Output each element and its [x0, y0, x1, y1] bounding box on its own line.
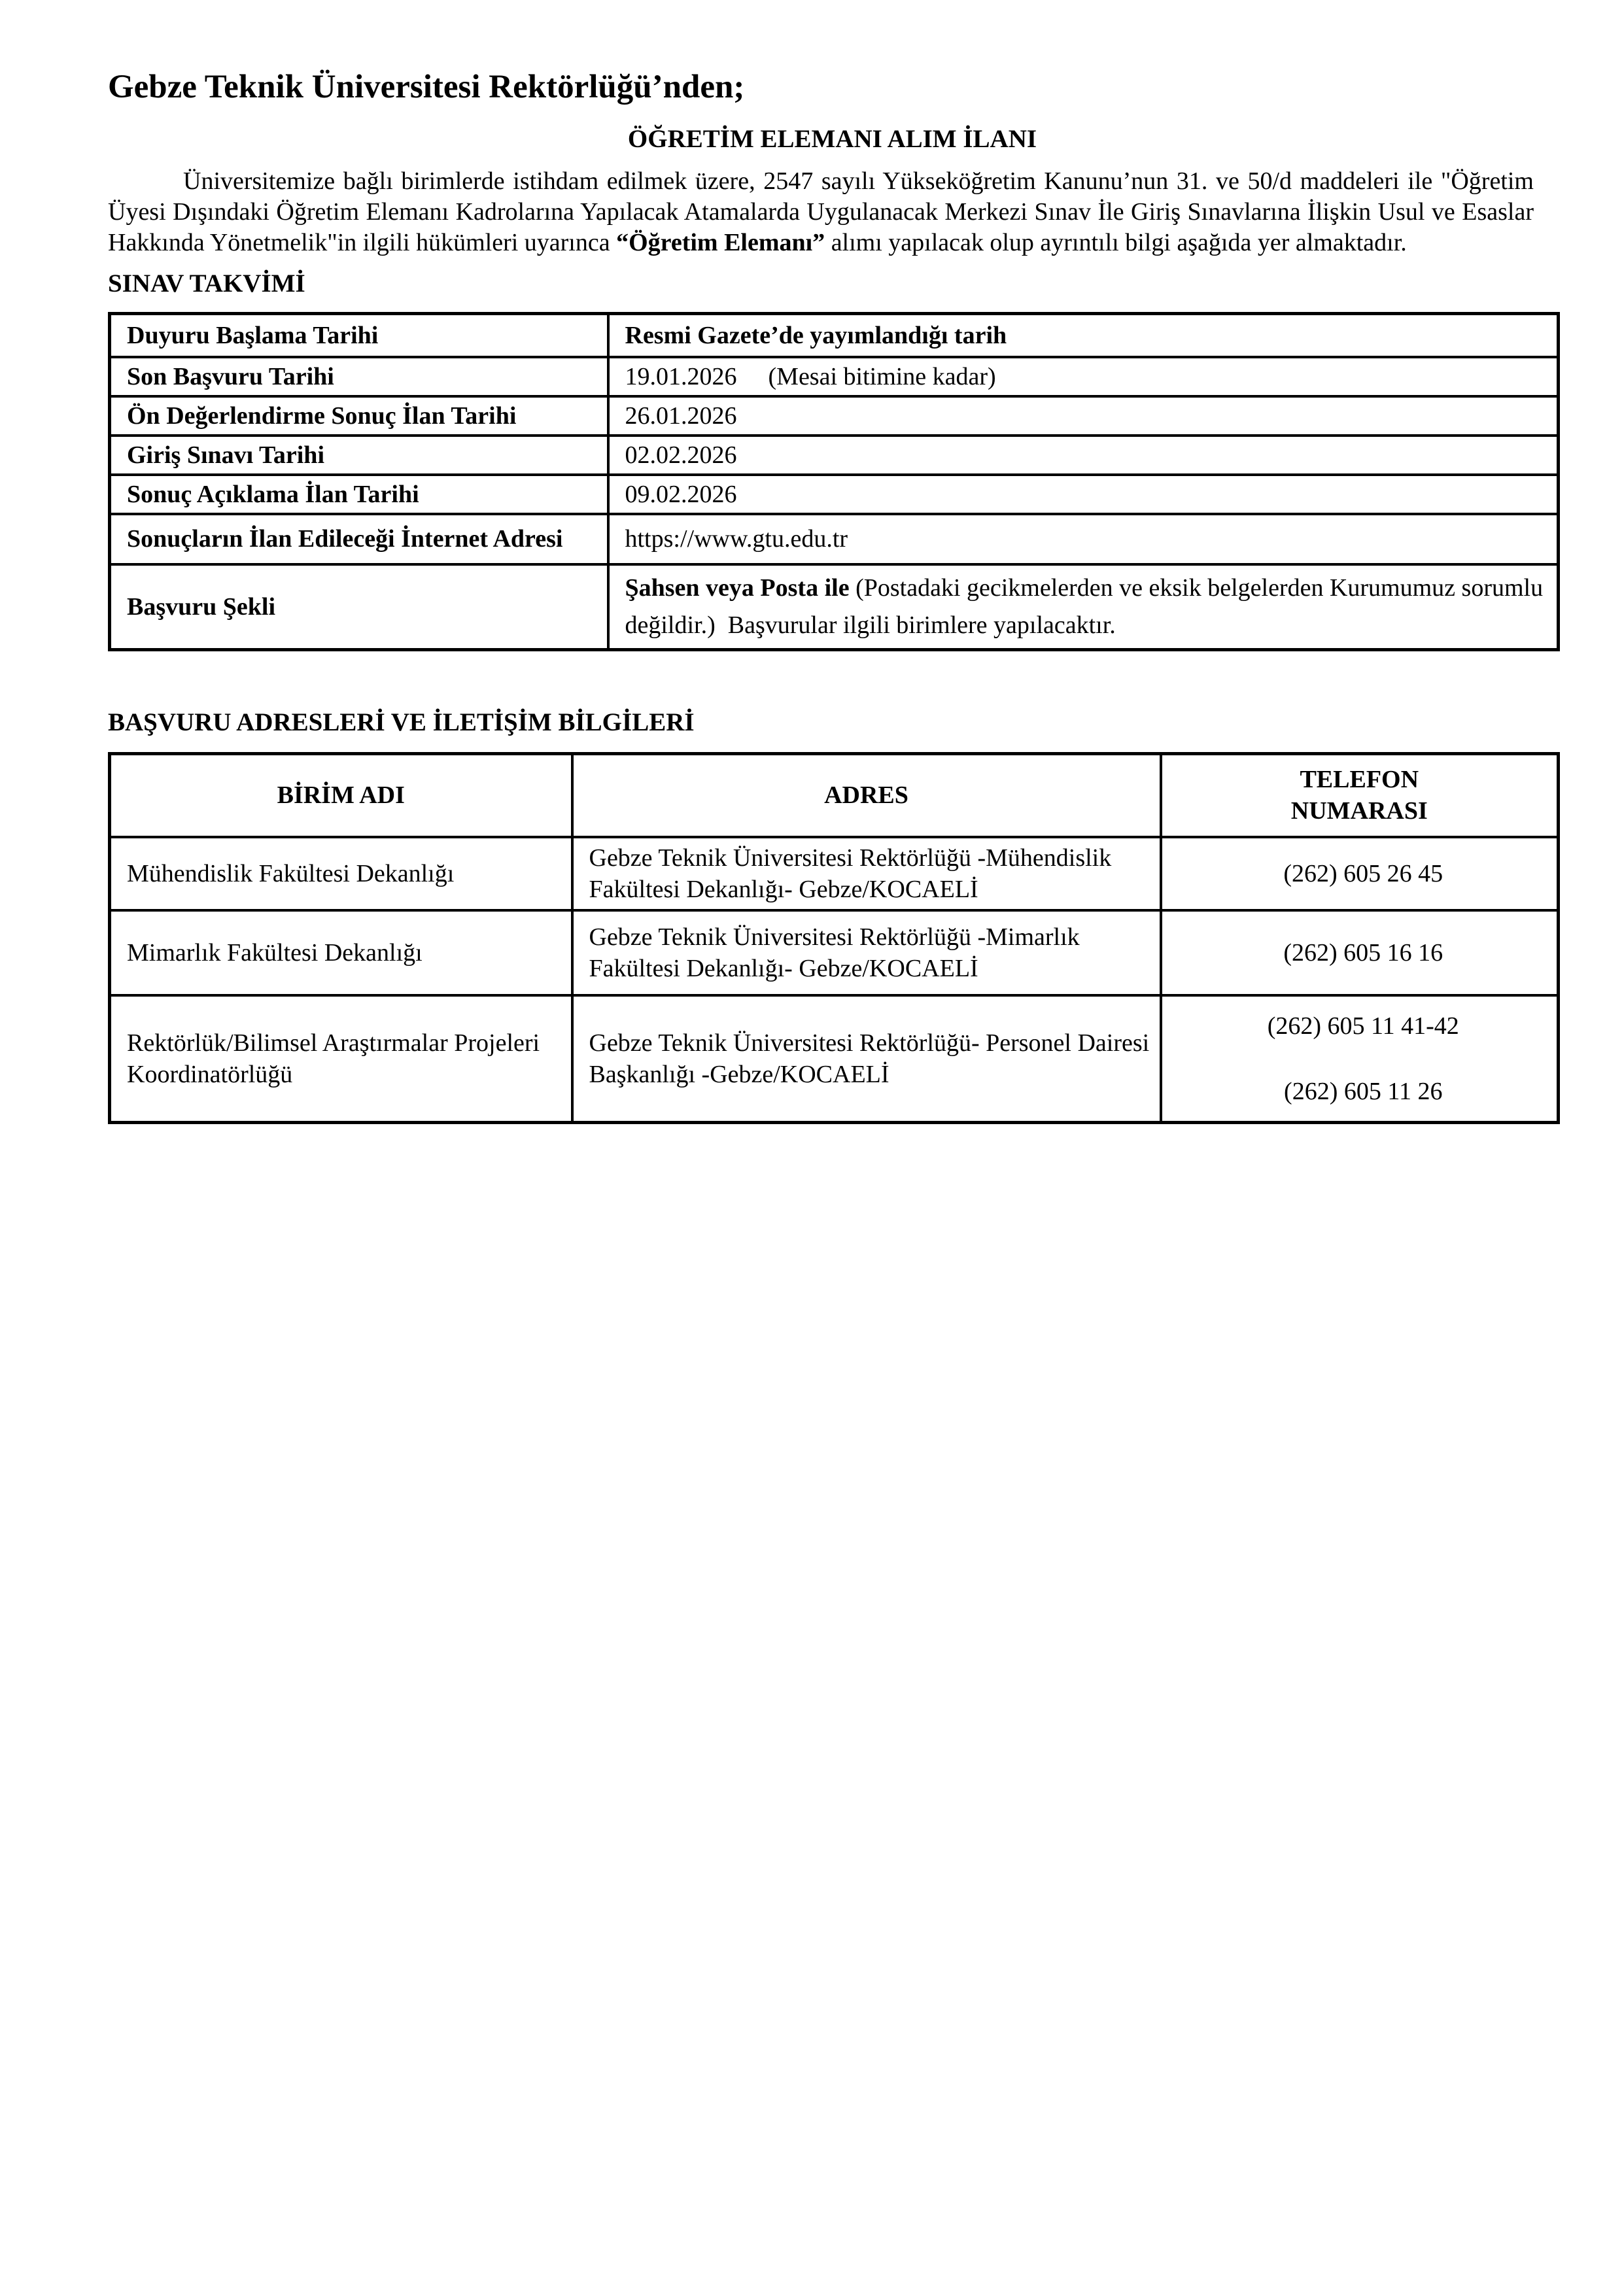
- intro-text-after: alımı yapılacak olup ayrıntılı bilgi aşağıda yer almaktadır.: [825, 229, 1407, 256]
- table-row: [110, 837, 1559, 910]
- exam-schedule-heading: SINAV TAKVİMİ: [108, 269, 305, 298]
- table-row: [110, 995, 1559, 1122]
- address-cell: Gebze Teknik Üniversitesi Rektörlüğü -Mimarlık Fakültesi Dekanlığı- Gebze/KOCAELİ: [572, 910, 1161, 995]
- schedule-value-cell: [608, 357, 1559, 396]
- schedule-label-cell: Duyuru Başlama Tarihi: [110, 314, 608, 357]
- unit-name-header: BİRİM ADI: [110, 753, 572, 837]
- schedule-value-cell: [608, 396, 1559, 436]
- schedule-value-cell: [608, 475, 1559, 514]
- schedule-value: Resmi Gazete’de yayımlandığı tarih: [625, 321, 1007, 349]
- table-row: [110, 564, 1559, 650]
- table-row: [110, 357, 1559, 396]
- schedule-value-cell: [608, 564, 1559, 650]
- phone-cell: (262) 605 26 45: [1161, 837, 1559, 910]
- table-row: [110, 910, 1559, 995]
- results-url-text: https://www.gtu.edu.tr: [625, 525, 848, 553]
- exam-schedule-table: [108, 312, 1560, 651]
- schedule-label-cell: Başvuru Şekli: [110, 564, 608, 650]
- schedule-value: 26.01.2026: [625, 402, 737, 430]
- schedule-value: 19.01.2026: [625, 362, 737, 390]
- announcement-heading: ÖĞRETİM ELEMANI ALIM İLANI: [627, 125, 1037, 153]
- intro-paragraph: [108, 166, 1534, 258]
- table-row: [110, 436, 1559, 475]
- unit-cell: Mühendislik Fakültesi Dekanlığı: [110, 837, 572, 910]
- unit-cell: Mimarlık Fakültesi Dekanlığı: [110, 910, 572, 995]
- schedule-label-cell: Giriş Sınavı Tarihi: [110, 436, 608, 475]
- document-content: [108, 0, 1557, 1124]
- address-cell: Gebze Teknik Üniversitesi Rektörlüğü- Personel Dairesi Başkanlığı -Gebze/KOCAELİ: [572, 995, 1161, 1122]
- schedule-value: 02.02.2026: [625, 441, 737, 469]
- contacts-table: [108, 752, 1560, 1124]
- schedule-value-note: (Mesai bitimine kadar): [768, 362, 996, 390]
- address-header: ADRES: [572, 753, 1161, 837]
- phone-cell: (262) 605 16 16: [1161, 910, 1559, 995]
- table-row: [110, 396, 1559, 436]
- schedule-value-cell: [608, 514, 1559, 564]
- schedule-value-rest: (Postadaki gecikmelerden ve eksik belgelerden Kurumumuz sorumlu değildir.) Başvurular ilgili birimlere yapılacaktır.: [625, 574, 1544, 639]
- page-title: Gebze Teknik Üniversitesi Rektörlüğü’nden;: [108, 69, 745, 105]
- unit-cell: Rektörlük/Bilimsel Araştırmalar Projeleri Koordinatörlüğü: [110, 995, 572, 1122]
- phone-number-header: TELEFON NUMARASI: [1161, 753, 1559, 837]
- application-contacts-heading: BAŞVURU ADRESLERİ VE İLETİŞİM BİLGİLERİ: [108, 708, 695, 736]
- schedule-value: 09.02.2026: [625, 480, 737, 508]
- table-row: [110, 514, 1559, 564]
- schedule-value-cell: [608, 436, 1559, 475]
- address-cell: Gebze Teknik Üniversitesi Rektörlüğü -Mühendislik Fakültesi Dekanlığı- Gebze/KOCAELİ: [572, 837, 1161, 910]
- intro-text: Üniversitemize bağlı birimlerde istihdam edilmek üzere, 2547 sayılı Yükseköğretim Kanunu’nun 31. ve 50/d maddeleri ile "Öğretim Üyesi Dışındaki Öğretim Elemanı Kadrolarına Yapılacak Atamalarda Uygulanacak Merkezi Sınav İle Giriş Sınavlarına İlişkin Usul ve Esaslar Hakkında Yönetmelik"in ilgili hükümleri uyarınca: [108, 167, 1534, 256]
- schedule-label-cell: Sonuç Açıklama İlan Tarihi: [110, 475, 608, 514]
- intro-bold-phrase: “Öğretim Elemanı”: [616, 229, 825, 256]
- table-row: [110, 314, 1559, 357]
- table-header-row: [110, 753, 1559, 837]
- schedule-value-bold: Şahsen veya Posta ile: [625, 574, 856, 602]
- schedule-value-cell: [608, 314, 1559, 357]
- schedule-label-cell: Ön Değerlendirme Sonuç İlan Tarihi: [110, 396, 608, 436]
- schedule-label-cell: Sonuçların İlan Edileceği İnternet Adresi: [110, 514, 608, 564]
- phone-cell: (262) 605 11 41-42 (262) 605 11 26: [1161, 995, 1559, 1122]
- table-row: [110, 475, 1559, 514]
- schedule-label-cell: Son Başvuru Tarihi: [110, 357, 608, 396]
